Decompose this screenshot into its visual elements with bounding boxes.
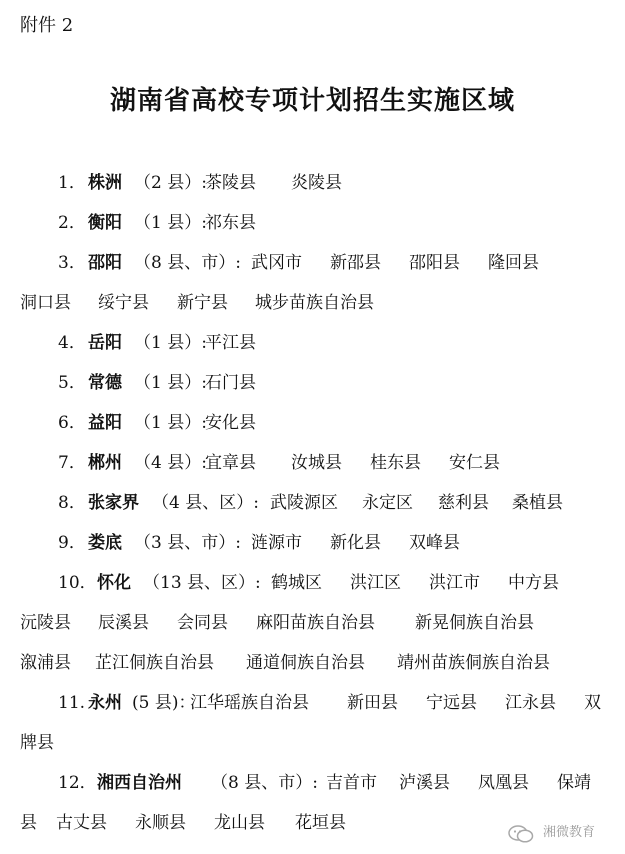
county-name: 中方县	[508, 573, 559, 593]
county-name: 江永县	[505, 693, 556, 713]
county-name: 通道侗族自治县	[246, 653, 365, 673]
region-number: 3．	[58, 253, 86, 273]
city-name: 永州	[88, 693, 122, 713]
county-name: 安化县	[205, 413, 256, 433]
county-name: 双	[584, 693, 601, 713]
county-count: （3 县、市）:	[134, 533, 241, 553]
region-line	[0, 408, 625, 438]
county-name: 新晃侗族自治县	[415, 613, 534, 633]
region-number: 1．	[58, 173, 86, 193]
county-name: 邵阳县	[409, 253, 460, 273]
county-name: 龙山县	[214, 813, 265, 833]
county-name: 鹤城区	[271, 573, 322, 593]
county-name: 慈利县	[438, 493, 489, 513]
region-number: 11.	[58, 693, 86, 713]
city-name: 株洲	[88, 173, 122, 193]
city-name: 益阳	[88, 413, 122, 433]
county-name: 保靖	[557, 773, 591, 793]
county-name: 牌县	[20, 733, 54, 753]
region-line	[0, 768, 625, 798]
county-name: 辰溪县	[98, 613, 149, 633]
county-name: 新田县	[347, 693, 398, 713]
county-name: 沅陵县	[20, 613, 71, 633]
region-number: 7．	[58, 453, 86, 473]
region-line	[0, 448, 625, 478]
city-name: 衡阳	[88, 213, 122, 233]
county-name: 祁东县	[205, 213, 256, 233]
county-count: （8 县、市）:	[211, 773, 318, 793]
county-name: 会同县	[177, 613, 228, 633]
county-name: 宜章县	[205, 453, 256, 473]
county-name: 洪江市	[429, 573, 480, 593]
county-name: 溆浦县	[20, 653, 71, 673]
region-line	[0, 568, 625, 598]
region-number: 12．	[58, 773, 97, 793]
city-name: 湘西自治州	[97, 773, 182, 793]
county-name: 洞口县	[20, 293, 71, 313]
city-name: 娄底	[88, 533, 122, 553]
wechat-icon	[507, 824, 535, 844]
county-name: 新邵县	[330, 253, 381, 273]
county-count: （1 县）:	[134, 373, 207, 393]
region-line	[0, 488, 625, 518]
county-name: 永定区	[362, 493, 413, 513]
county-name: 芷江侗族自治县	[95, 653, 214, 673]
county-name: 麻阳苗族自治县	[256, 613, 375, 633]
region-line	[0, 288, 625, 318]
county-count: （1 县）:	[134, 413, 207, 433]
county-name: 古丈县	[56, 813, 107, 833]
county-count: (5 县)：	[132, 693, 196, 713]
city-name: 郴州	[88, 453, 122, 473]
region-line	[0, 168, 625, 198]
county-name: 绥宁县	[98, 293, 149, 313]
county-name: 凤凰县	[478, 773, 529, 793]
county-count: （4 县）:	[134, 453, 207, 473]
county-name: 桑植县	[512, 493, 563, 513]
region-line	[0, 208, 625, 238]
county-name: 新宁县	[177, 293, 228, 313]
county-name: 汝城县	[291, 453, 342, 473]
region-line	[0, 328, 625, 358]
city-name: 常德	[88, 373, 122, 393]
county-name: 石门县	[205, 373, 256, 393]
region-line	[0, 368, 625, 398]
region-line	[0, 608, 625, 638]
city-name: 怀化	[97, 573, 131, 593]
county-count: （1 县）:	[134, 333, 207, 353]
county-name: 靖州苗族侗族自治县	[397, 653, 550, 673]
region-line	[0, 728, 625, 758]
county-name: 洪江区	[350, 573, 401, 593]
county-name: 隆回县	[488, 253, 539, 273]
watermark-text: 湘微教育	[543, 825, 596, 840]
region-number: 6．	[58, 413, 86, 433]
county-count: （2 县）:	[134, 173, 207, 193]
county-name: 城步苗族自治县	[255, 293, 374, 313]
county-count: （13 县、区）:	[143, 573, 261, 593]
county-count: （4 县、区）:	[152, 493, 259, 513]
page-title: 湖南省高校专项计划招生实施区域	[109, 86, 515, 116]
county-name: 平江县	[205, 333, 256, 353]
city-name: 岳阳	[88, 333, 122, 353]
county-name: 双峰县	[409, 533, 460, 553]
attachment-label: 附件 2	[20, 15, 74, 36]
city-name: 邵阳	[88, 253, 122, 273]
county-name: 茶陵县	[205, 173, 256, 193]
region-number: 8．	[58, 493, 86, 513]
region-line	[0, 648, 625, 678]
city-name: 张家界	[88, 493, 139, 513]
region-number: 2．	[58, 213, 86, 233]
county-name: 桂东县	[370, 453, 421, 473]
county-name: 新化县	[330, 533, 381, 553]
county-name: 永顺县	[135, 813, 186, 833]
county-name: 炎陵县	[291, 173, 342, 193]
county-name: 安仁县	[449, 453, 500, 473]
county-name: 吉首市	[326, 773, 377, 793]
county-name: 武陵源区	[270, 493, 338, 513]
county-name: 武冈市	[251, 253, 302, 273]
county-name: 县	[20, 813, 37, 833]
county-name: 江华瑶族自治县	[190, 693, 309, 713]
region-line	[0, 688, 625, 718]
region-number: 9．	[58, 533, 86, 553]
county-name: 涟源市	[251, 533, 302, 553]
county-count: （1 县）:	[134, 213, 207, 233]
county-name: 泸溪县	[399, 773, 450, 793]
watermark	[507, 818, 617, 848]
county-count: （8 县、市）:	[134, 253, 241, 273]
region-number: 10．	[58, 573, 97, 593]
region-line	[0, 528, 625, 558]
county-name: 花垣县	[295, 813, 346, 833]
region-line	[0, 248, 625, 278]
region-number: 5．	[58, 373, 86, 393]
county-name: 宁远县	[426, 693, 477, 713]
region-number: 4．	[58, 333, 86, 353]
